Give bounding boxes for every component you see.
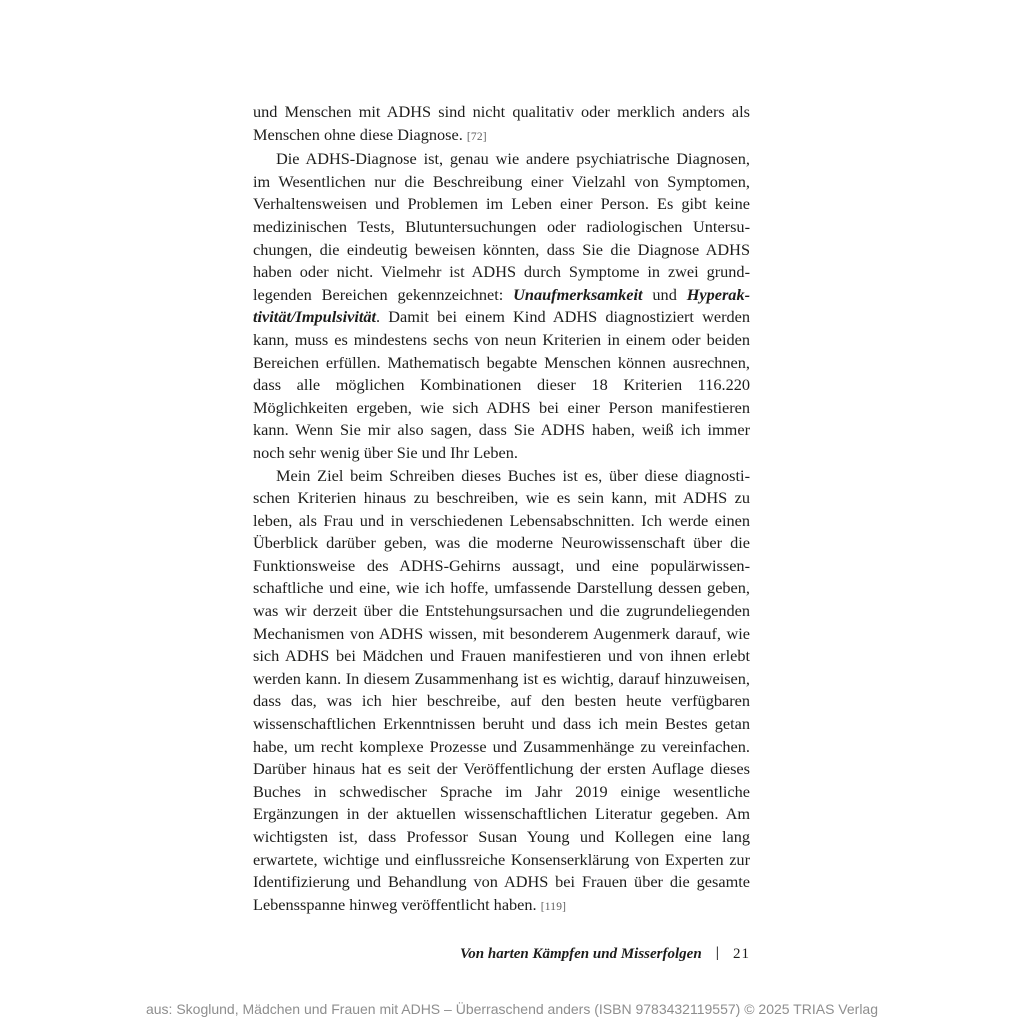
page-footer	[253, 944, 750, 964]
text-run: und	[642, 284, 687, 304]
text-run: Hyperaktivität/Impulsivität	[253, 284, 751, 327]
text-run: Mein Ziel beim Schreiben dieses Buches ist es, über diese diagnostischen Kriterien hinaus zu beschreiben, wie es sein kann, mit ADHS zu leben, als Frau und in verschiedenen Lebensabschnitten. Ich werde einen Überblick darüber geben, was die moderne Neurowissenschaft über die Funktionsweise des ADHS-Gehirns aussagt, und eine populärwissenschaftliche und eine, wie ich hoffe, umfassende Darstellung dessen geben, was wir derzeit über die Entstehungsursachen und die zugrundeliegenden Mechanismen von ADHS wissen, mit besonderem Augenmerk darauf, wie sich ADHS bei Mädchen und Frauen manifestieren und von ihnen erlebt werden kann. In diesem Zusammenhang ist es wichtig, darauf hinzuweisen, dass das, was ich hier beschreibe, auf den besten heute verfügbaren wissenschaftlichen Erkenntnissen beruht und dass ich mein Bestes getan habe, um recht komplexe Prozesse und Zusammenhänge zu vereinfachen. Darüber hinaus hat es seit der Veröffentlichung der ersten Auflage dieses Buches in schwedischer Sprache im Jahr 2019 einige wesentliche Ergänzungen in der aktuellen wissenschaftlichen Literatur gegeben. Am wichtigsten ist, dass Professor Susan Young und Kollegen eine lang erwartete, wichtige und einflussreiche Konsenserklärung von Experten zur Identifizierung und Behandlung von ADHS bei Frauen über die gesamte Lebensspanne hinweg veröffentlicht haben.	[253, 465, 750, 914]
paragraph	[253, 465, 750, 919]
text-run: Die ADHS-Diagnose ist, genau wie andere psychiatrische Diagnosen, im Wesentlichen nur die Beschreibung einer Vielzahl von Symptomen, Verhaltensweisen und Problemen im Leben einer Person. Es gibt keine medizinischen Tests, Blutuntersuchungen oder radiologischen Untersuchungen, die eindeutig beweisen könnten, dass Sie die Diagnose ADHS haben oder nicht. Vielmehr ist ADHS durch Symptome in zwei grundlegenden Bereichen gekennzeichnet:	[253, 149, 750, 304]
text-run: und Menschen mit ADHS sind nicht qualitativ oder merklich anders als Menschen ohne diese Diagnose.	[253, 102, 750, 144]
text-run: Unaufmerksamkeit	[513, 284, 643, 304]
credit-line: aus: Skoglund, Mädchen und Frauen mit ADHS – Überraschend anders (ISBN 9783432119557) © 2025 TRIAS Verlag	[145, 1001, 878, 1017]
text-run: . Damit bei einem Kind ADHS diagnostiziert werden kann, muss es mindestens sechs von neun Kriterien in einem oder beiden Bereichen erfüllen. Mathematisch begabte Menschen können ausrechnen, dass alle möglichen Kombinationen dieser 18 Kriterien 116.220 Möglichkeiten ergeben, wie sich ADHS bei einer Person manifestieren kann. Wenn Sie mir also sagen, dass Sie ADHS haben, weiß ich immer noch sehr wenig über Sie und Ihr Leben.	[253, 307, 750, 462]
page-number: 21	[733, 946, 750, 962]
reference-marker: [119]	[540, 900, 567, 913]
running-title: Von harten Kämpfen und Misserfolgen	[459, 946, 702, 962]
footer-separator: |	[715, 945, 719, 961]
paragraph	[253, 148, 750, 464]
body-text	[253, 101, 750, 918]
paragraph	[253, 101, 750, 148]
reference-marker: [72]	[466, 130, 487, 143]
